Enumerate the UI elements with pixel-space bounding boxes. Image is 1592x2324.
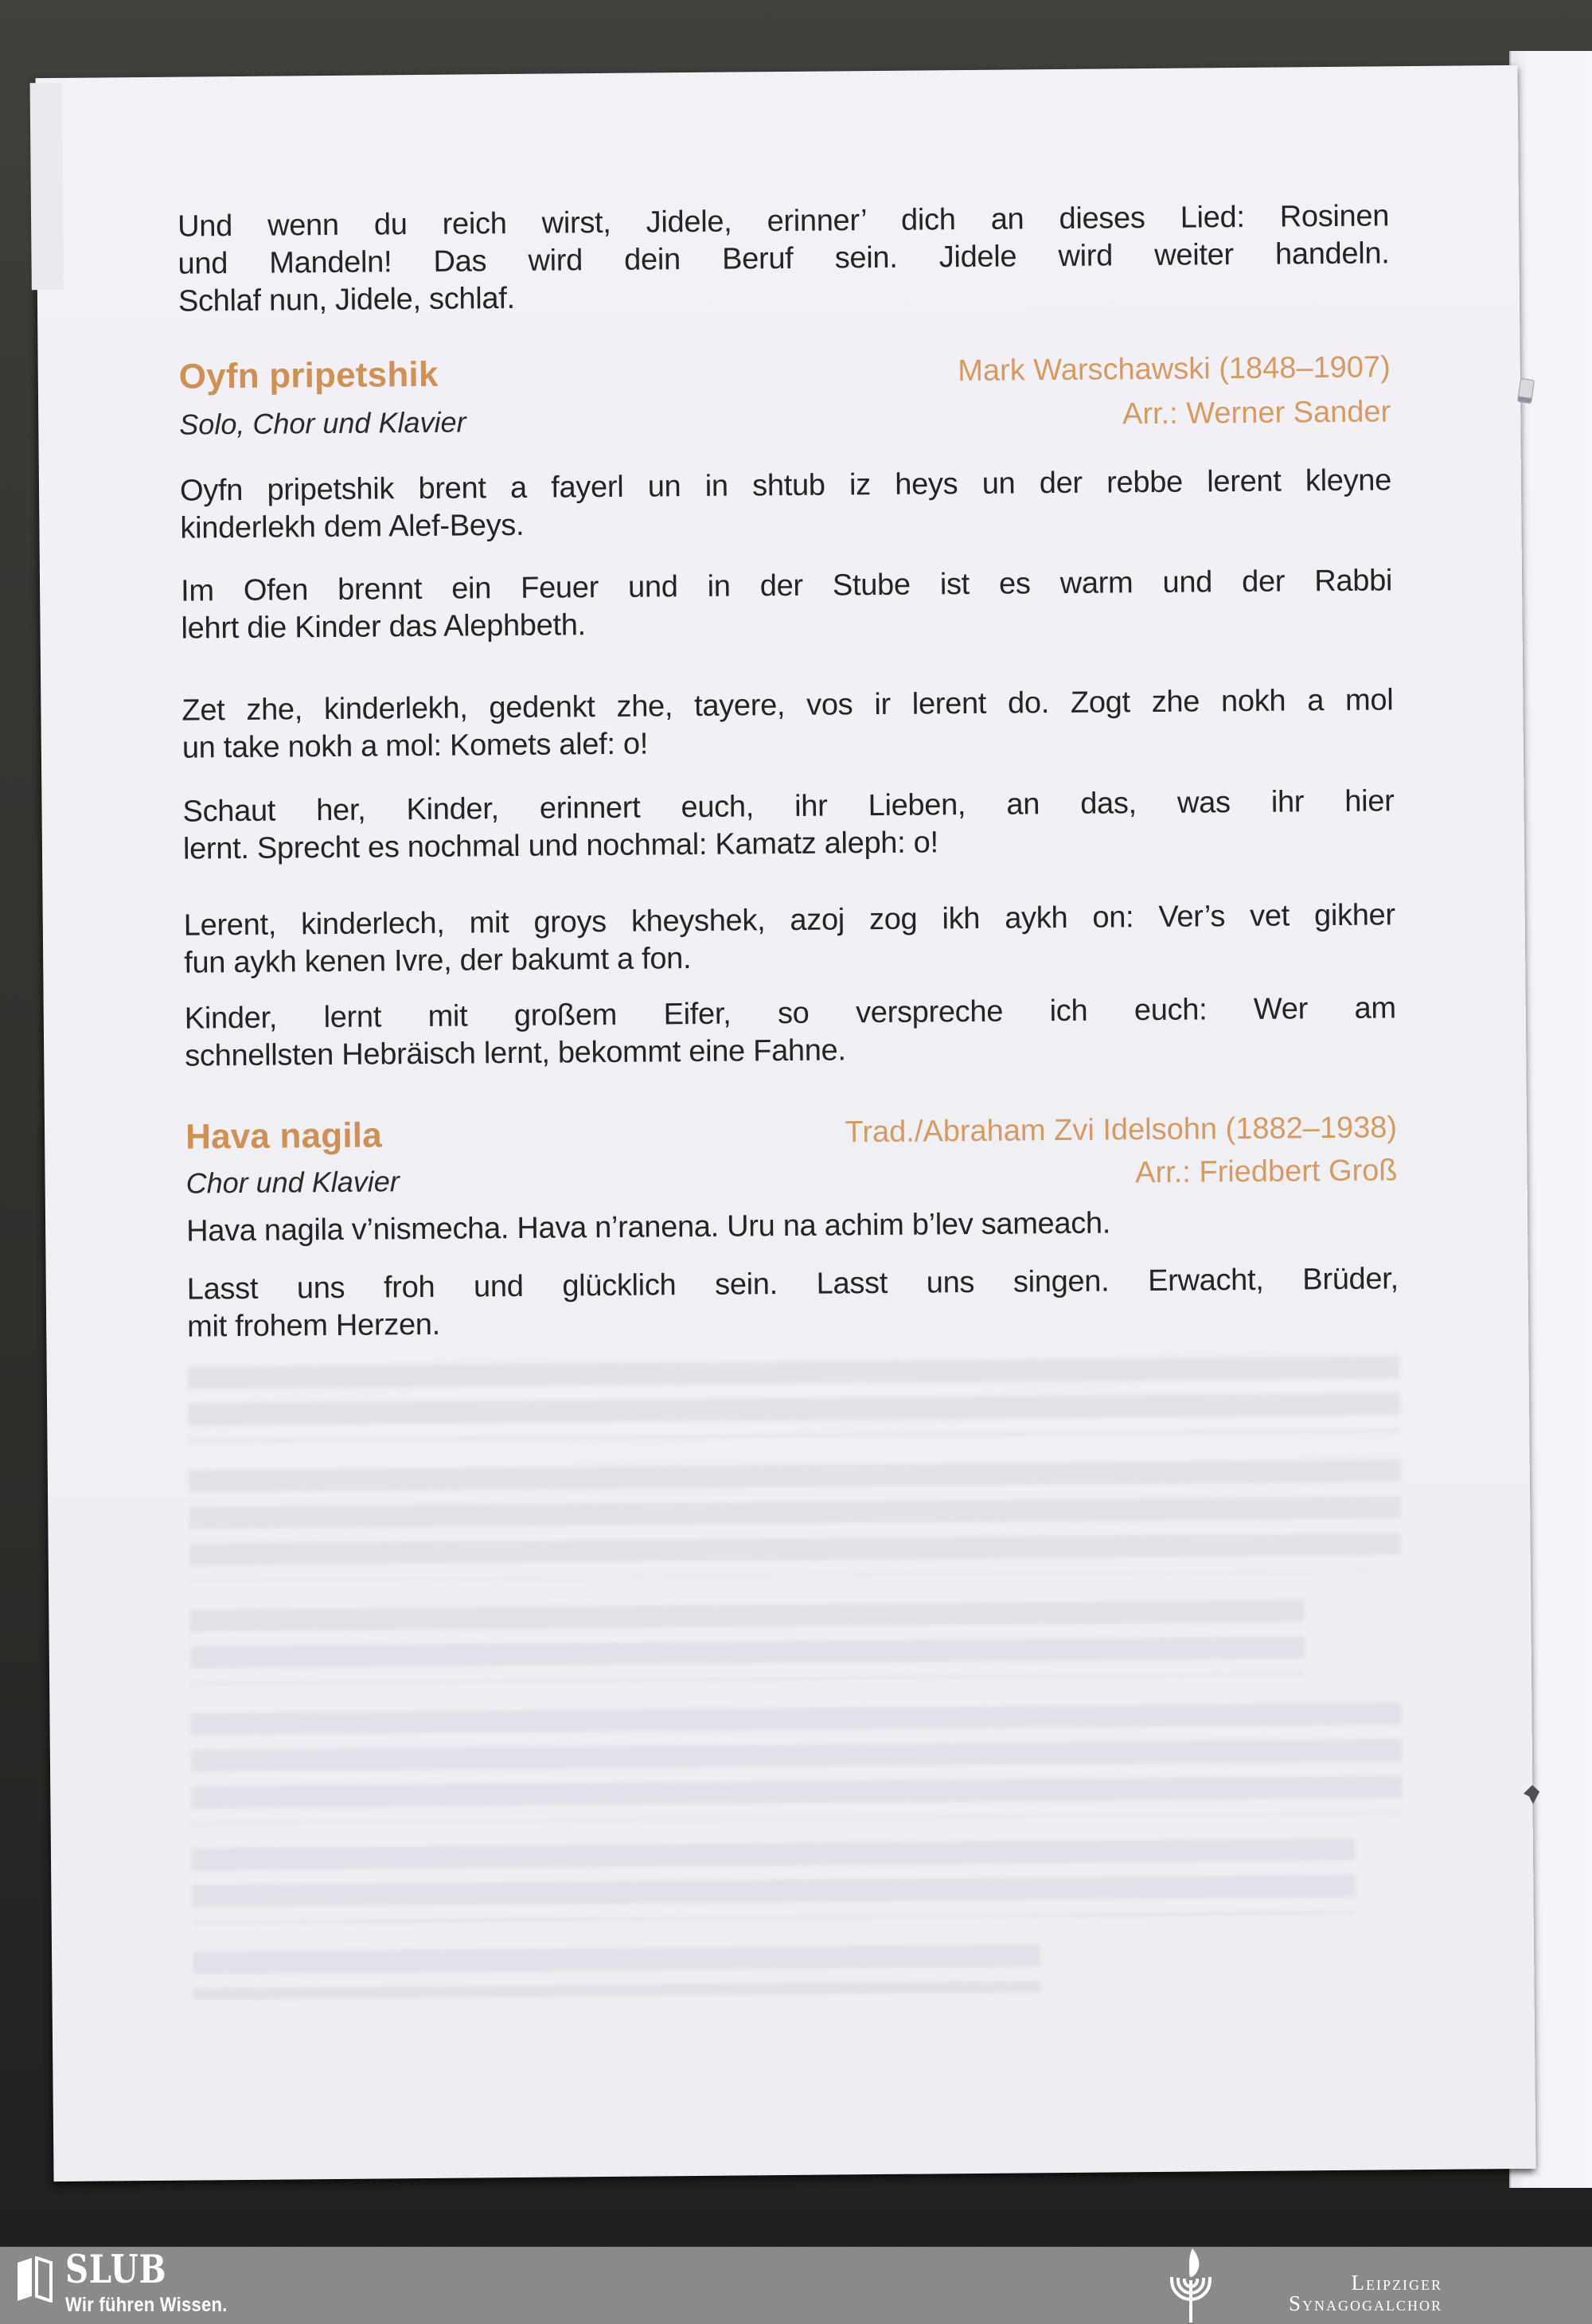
translation-line: Schaut her, Kinder, erinnert euch, ihr Lieben, an das, was ihr hier (182, 784, 1395, 829)
song-composer: Mark Warschawski (1848–1907) (958, 350, 1391, 389)
translation-line: lernt. Sprecht es nochmal und nochmal: Kamatz aleph: o! (182, 826, 938, 866)
menorah-icon (1165, 2248, 1216, 2324)
bleedthrough-text-ghost (190, 1702, 1403, 1824)
lyric-line: Lerent, kinderlech, mit groys kheyshek, azoj zog ikh aykh on: Ver’s vet gikher (183, 898, 1395, 943)
page-text-content (177, 197, 1399, 1344)
lyric-line: kinderlekh dem Alef-Beys. (180, 508, 525, 545)
translation-line: lehrt die Kinder das Alephbeth. (181, 608, 587, 646)
song-arranger: Arr.: Werner Sander (1122, 395, 1391, 432)
choir-name-line1: LEIPZIGER (1351, 2271, 1442, 2295)
song-scoring: Chor und Klavier (185, 1165, 400, 1200)
lyric-line: fun aykh kenen Ivre, der bakumt a fon. (184, 942, 692, 980)
song-composer: Trad./Abraham Zvi Idelsohn (1882–1938) (845, 1111, 1398, 1150)
bleedthrough-text-ghost (193, 1944, 1041, 1999)
paragraph-line: Und wenn du reich wirst, Jidele, erinner’ dich an dieses Lied: Rosinen (177, 199, 1390, 244)
bleedthrough-text-ghost (189, 1459, 1401, 1581)
footer-bar (0, 2247, 1592, 2324)
bleedthrough-text-ghost (192, 1838, 1356, 1924)
lyric-line: un take nokh a mol: Komets alef: o! (181, 727, 649, 765)
slub-wordmark: SLUB (65, 2246, 167, 2292)
slub-tagline: Wir führen Wissen. (65, 2294, 228, 2316)
translation-line: Lasst uns froh und glücklich sein. Lasst uns singen. Erwacht, Brüder, (186, 1262, 1399, 1307)
song-scoring: Solo, Chor und Klavier (179, 405, 466, 441)
paragraph-line: Schlaf nun, Jidele, schlaf. (178, 281, 515, 318)
lyric-line: Hava nagila v’nismecha. Hava n’ranena. Uru na achim b’lev sameach. (185, 1206, 1111, 1248)
choir-name-line2: SYNAGOGALCHOR (1288, 2291, 1442, 2315)
choir-logo (1289, 2247, 1442, 2324)
program-page-sheet (36, 65, 1536, 2181)
bleedthrough-text-ghost (188, 1356, 1400, 1442)
song-arranger: Arr.: Friedbert Groß (1134, 1154, 1398, 1190)
paragraph-line: und Mandeln! Das wird dein Beruf sein. Jidele wird weiter handeln. (178, 236, 1390, 281)
lyric-line: Zet zhe, kinderlekh, gedenkt zhe, tayere, vos ir lerent do. Zogt zhe nokh a mol (181, 683, 1394, 728)
song-title: Hava nagila (185, 1115, 383, 1157)
song-title: Oyfn pripetshik (178, 354, 439, 396)
translation-line: Kinder, lernt mit großem Eifer, so verspreche ich euch: Wer am (184, 991, 1396, 1036)
translation-line: Im Ofen brennt ein Feuer und in der Stube ist es warm und der Rabbi (180, 564, 1393, 608)
open-book-icon (16, 2256, 53, 2303)
translation-line: schnellsten Hebräisch lernt, bekommt eine Fahne. (185, 1033, 846, 1073)
lyric-line: Oyfn pripetshik brent a fayerl un in shtub iz heys un der rebbe lerent kleyne (179, 463, 1392, 508)
bleedthrough-text-ghost (189, 1599, 1305, 1685)
translation-line: mit frohem Herzen. (187, 1307, 441, 1344)
